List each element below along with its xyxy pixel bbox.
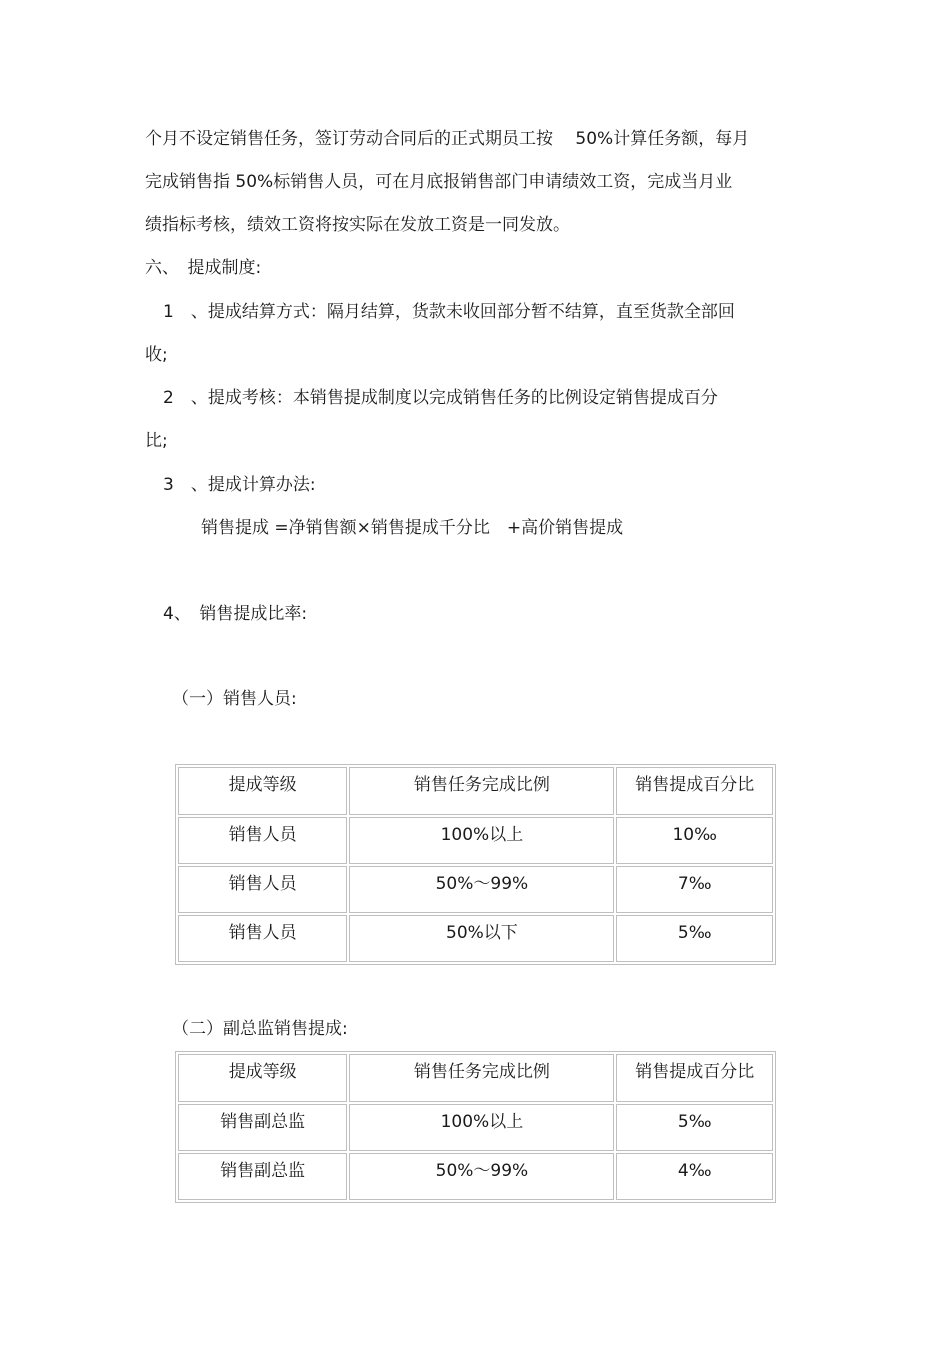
table-header-cell: 销售任务完成比例 (349, 767, 614, 815)
paragraph-line-1: 个月不设定销售任务，签订劳动合同后的正式期员工按 50%计算任务额，每月 (145, 129, 750, 149)
section-heading-commission: 六、 提成制度: (145, 258, 262, 278)
table-row (178, 1153, 773, 1200)
table-cell: 销售副总监 (178, 1104, 347, 1151)
table-cell: 50%～99% (349, 1153, 614, 1200)
table-row (178, 866, 773, 913)
table-cell: 5‰ (616, 1104, 773, 1151)
table-cell: 4‰ (616, 1153, 773, 1200)
table-cell: 10‰ (616, 817, 773, 864)
sales-staff-commission-table (175, 764, 776, 965)
item-2-line-2: 比; (145, 431, 168, 451)
item-1-line-2: 收; (145, 345, 168, 365)
table-header-row (178, 767, 773, 815)
table-header-cell: 销售任务完成比例 (349, 1054, 614, 1102)
paragraph-line-2: 完成销售指 50%标销售人员，可在月底报销售部门申请绩效工资，完成当月业 (145, 172, 733, 192)
table-header-cell: 提成等级 (178, 767, 347, 815)
table-cell: 50%～99% (349, 866, 614, 913)
formula: 销售提成 =净销售额×销售提成千分比 +高价销售提成 (201, 518, 624, 538)
table-row (178, 817, 773, 864)
table-row (178, 915, 773, 962)
item-2-line-1: 2 、提成考核：本销售提成制度以完成销售任务的比例设定销售提成百分 (163, 388, 718, 408)
item-3: 3 、提成计算办法: (163, 475, 316, 495)
item-1-line-1: 1 、提成结算方式：隔月结算，货款未收回部分暂不结算，直至货款全部回 (163, 302, 735, 322)
subheading-sales-staff: （一）销售人员: (172, 689, 297, 709)
table-cell: 5‰ (616, 915, 773, 962)
table-cell: 销售人员 (178, 866, 347, 913)
table-cell: 销售副总监 (178, 1153, 347, 1200)
table-row (178, 1104, 773, 1151)
table-header-cell: 销售提成百分比 (616, 767, 773, 815)
paragraph-line-3: 绩指标考核，绩效工资将按实际在发放工资是一同发放。 (145, 215, 570, 235)
table-cell: 100%以上 (349, 1104, 614, 1151)
table-cell: 销售人员 (178, 915, 347, 962)
table-cell: 50%以下 (349, 915, 614, 962)
table-header-cell: 销售提成百分比 (616, 1054, 773, 1102)
item-4: 4、 销售提成比率: (163, 604, 308, 624)
table-cell: 销售人员 (178, 817, 347, 864)
deputy-director-commission-table (175, 1051, 776, 1203)
table-cell: 7‰ (616, 866, 773, 913)
table-header-cell: 提成等级 (178, 1054, 347, 1102)
table-header-row (178, 1054, 773, 1102)
table-cell: 100%以上 (349, 817, 614, 864)
subheading-deputy-director: （二）副总监销售提成: (172, 1019, 348, 1039)
